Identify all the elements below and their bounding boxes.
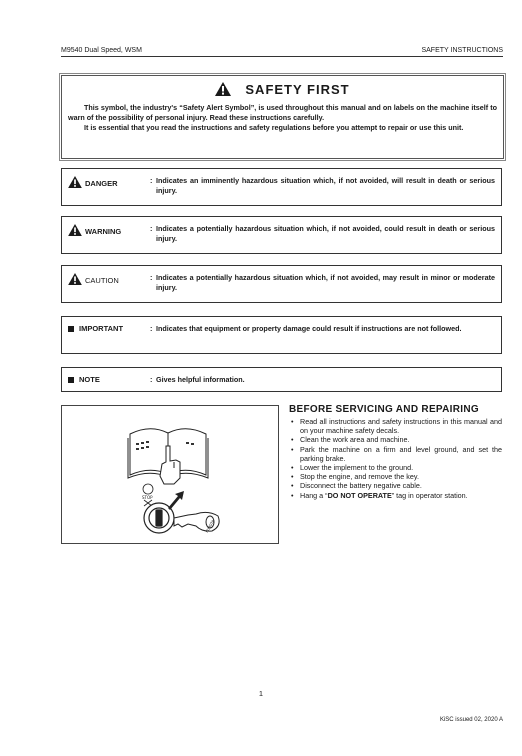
signal-label-note: NOTE (79, 375, 100, 384)
list-item: • Clean the work area and machine. (289, 435, 502, 444)
signal-box-important (61, 316, 502, 354)
separator-colon: : (150, 176, 153, 185)
hang-tag-suffix: ” tag in operator station. (391, 490, 468, 500)
key-brand-label: KUBOTA (204, 519, 216, 534)
warning-triangle-icon (68, 176, 82, 190)
signal-label-important: IMPORTANT (79, 324, 124, 333)
hang-tag-prefix: Hang a “ (300, 490, 328, 500)
page-number: 1 (258, 689, 264, 698)
do-not-operate-emphasis: DO NOT OPERATE (327, 490, 392, 500)
signal-box-warning (61, 216, 502, 254)
signal-text-important: Indicates that equipment or property damage could result if instructions are not followed. (156, 324, 462, 333)
signal-text-warning: Indicates a potentially hazardous situation which, if not avoided, could result in death or serious injury. (156, 224, 495, 243)
signal-text-note: Gives helpful information. (156, 375, 245, 384)
signal-box-caution (61, 265, 502, 303)
stop-label: STOP (142, 495, 153, 500)
list-item: • Lower the implement to the ground. (289, 463, 502, 472)
list-item: • Park the machine on a firm and level ground, and set the parking brake. (289, 445, 502, 463)
header-rule (61, 56, 503, 57)
signal-text-caution: Indicates a potentially hazardous situation which, if not avoided, may result in minor or moderate injury. (156, 273, 495, 292)
illustration-box (61, 405, 279, 544)
separator-colon: : (150, 375, 153, 384)
list-item: • Stop the engine, and remove the key. (289, 472, 502, 481)
safety-first-title: SAFETY FIRST (245, 82, 350, 97)
square-bullet-icon (68, 326, 74, 332)
square-bullet-icon (68, 377, 74, 383)
safety-first-heading (62, 82, 503, 99)
list-item: • Disconnect the battery negative cable. (289, 481, 502, 490)
signal-label-caution: CAUTION (85, 275, 119, 285)
signal-label-warning: WARNING (85, 226, 122, 236)
manual-and-key-illustration (62, 406, 278, 543)
signal-box-danger (61, 168, 502, 206)
header-left: M9540 Dual Speed, WSM (61, 47, 142, 54)
signal-label-danger: DANGER (85, 178, 118, 188)
arrow-icon (168, 491, 184, 510)
signal-box-note (61, 367, 502, 392)
safety-alert-icon (215, 82, 231, 99)
safety-first-paragraph-2: It is essential that you read the instructions and safety regulations before you attempt to repair or use this unit. (84, 123, 464, 132)
warning-triangle-icon (68, 273, 82, 287)
warning-triangle-icon (68, 224, 82, 238)
separator-colon: : (150, 324, 153, 333)
signal-text-danger: Indicates an imminently hazardous situation which, if not avoided, will result in death or serious injury. (156, 176, 495, 195)
footer-issue: KiSC issued 02, 2020 A (439, 717, 503, 723)
header-right: SAFETY INSTRUCTIONS (421, 47, 503, 54)
before-servicing-title: BEFORE SERVICING AND REPAIRING (289, 404, 479, 415)
separator-colon: : (150, 273, 153, 282)
safety-first-paragraph-1: This symbol, the industry's “Safety Alert Symbol”, is used throughout this manual and on labels on the machine itself to warn of the possibility of personal injury. Read these instructions carefully. (68, 103, 497, 122)
safety-first-box (61, 75, 504, 159)
list-item: • Read all instructions and safety instructions in this manual and on your machine safety decals. (289, 417, 502, 435)
separator-colon: : (150, 224, 153, 233)
before-servicing-list (289, 417, 502, 500)
list-item-hang-tag (289, 491, 502, 500)
